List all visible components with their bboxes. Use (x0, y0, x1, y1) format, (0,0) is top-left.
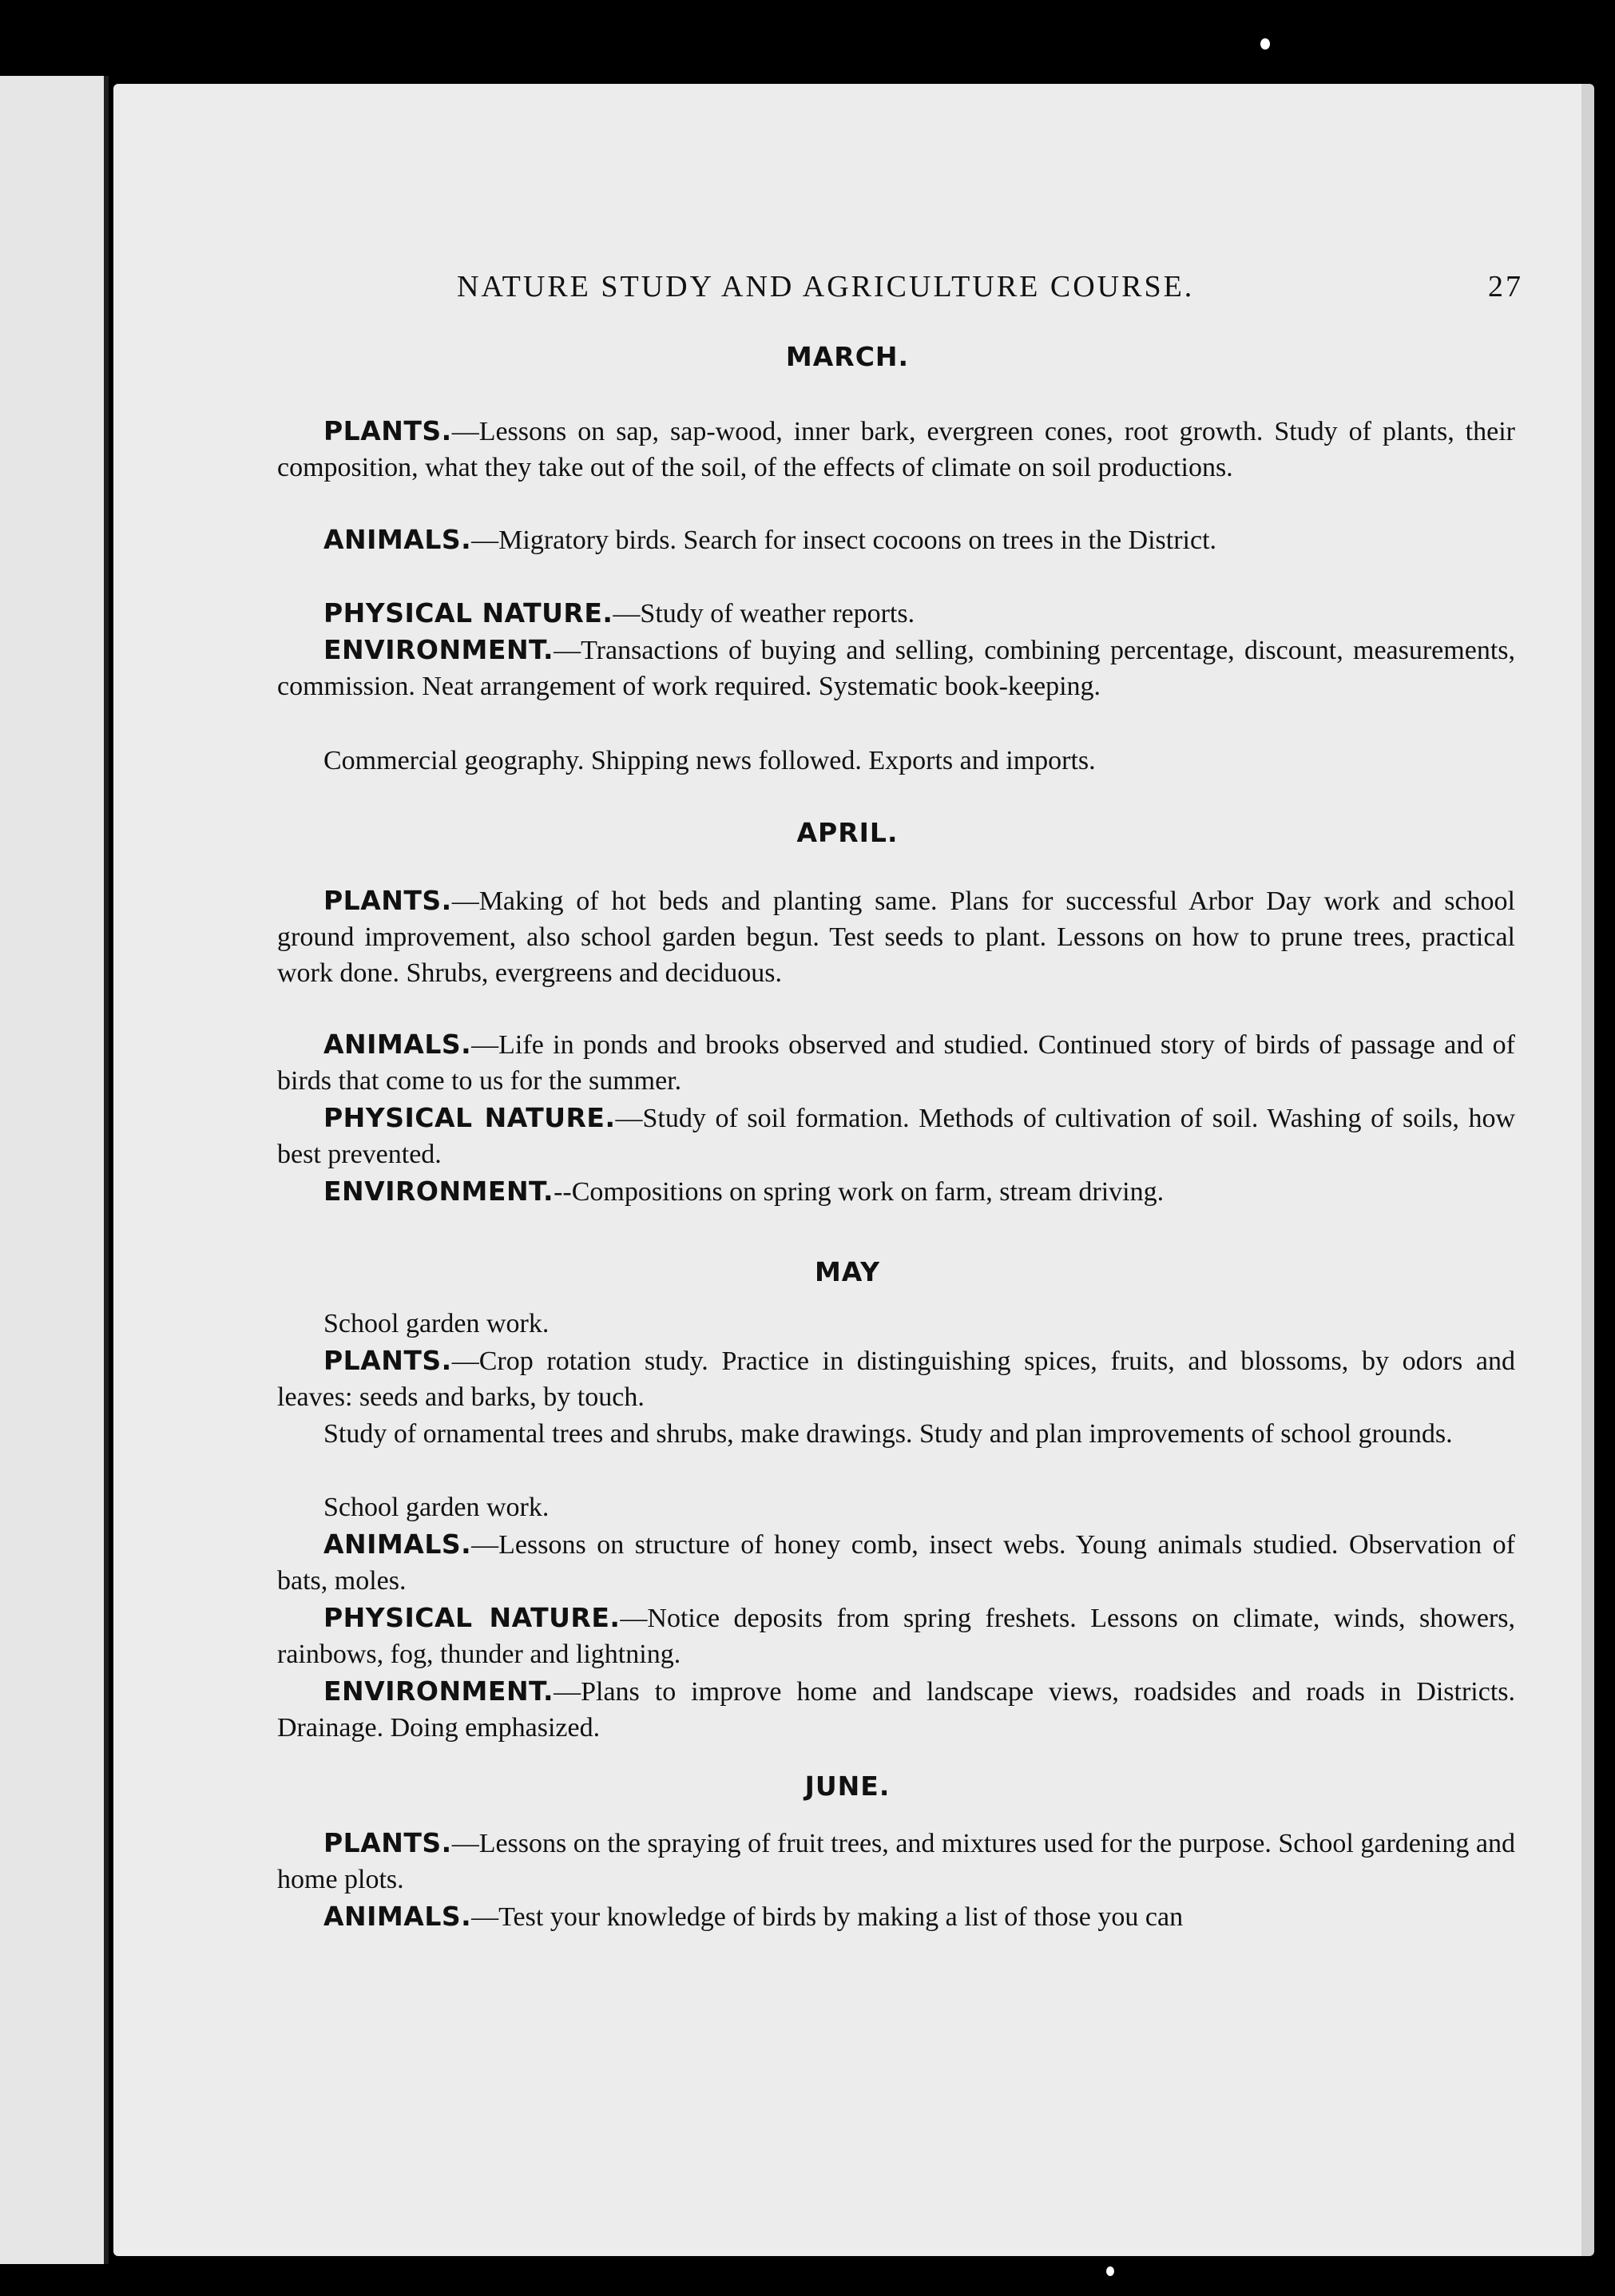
april-plants-text: —Making of hot beds and planting same. Plans for successful Arbor Day work and school ground improvement, also school garden begun. Test seeds to plant. Lessons on how to prune trees, practical work done. Shrubs, evergreens and deciduous. (277, 886, 1515, 988)
book-page (113, 84, 1594, 2256)
may-plants-text: —Crop rotation study. Practice in distinguishing spices, fruits, and blossoms, by odors and leaves: seeds and barks, by touch. (277, 1346, 1515, 1412)
march-physical-label: PHYSICAL NATURE. (323, 597, 613, 629)
may-plants-paragraph (277, 1342, 1515, 1415)
may-intro-paragraph: School garden work. (323, 1309, 550, 1338)
april-animals-paragraph (277, 1026, 1515, 1099)
page-number: 27 (1488, 270, 1523, 303)
may-animals-label: ANIMALS. (323, 1529, 472, 1560)
heading-may: MAY (814, 1256, 881, 1287)
may-plants-label: PLANTS. (323, 1345, 452, 1376)
april-physical-text: —Study of soil formation. Methods of cultivation of soil. Washing of soils, how best prevented. (277, 1104, 1515, 1169)
heading-april: APRIL. (796, 817, 899, 848)
may-environment-text: —Plans to improve home and landscape views, roadsides and roads in Districts. Drainage. Doing emphasized. (277, 1677, 1515, 1743)
april-physical-label: PHYSICAL NATURE. (323, 1102, 616, 1133)
may-environment-paragraph (277, 1673, 1515, 1746)
june-plants-text: —Lessons on the spraying of fruit trees, and mixtures used for the purpose. School gardening and home plots. (277, 1829, 1515, 1894)
may-animals-text: —Lessons on structure of honey comb, insect webs. Young animals studied. Observation of bats, moles. (277, 1530, 1515, 1596)
march-physical-text: —Study of weather reports. (613, 599, 915, 629)
april-environment-paragraph (277, 1173, 1515, 1210)
june-animals-label: ANIMALS. (323, 1901, 472, 1932)
march-animals-text: —Migratory birds. Search for insect cocoons on trees in the District. (471, 525, 1217, 555)
june-animals-paragraph (277, 1898, 1515, 1935)
april-animals-label: ANIMALS. (323, 1029, 472, 1060)
march-animals-label: ANIMALS. (323, 524, 472, 555)
june-plants-paragraph (277, 1825, 1515, 1897)
may-environment-label: ENVIRONMENT. (323, 1675, 554, 1707)
may-garden-paragraph: School garden work. (323, 1493, 550, 1522)
april-animals-text: —Life in ponds and brooks observed and studied. Continued story of birds of passage and of birds that come to us for the summer. (277, 1030, 1515, 1096)
june-plants-label: PLANTS. (323, 1827, 452, 1858)
march-physical-paragraph (277, 595, 1515, 632)
may-study-paragraph: Study of ornamental trees and shrubs, make drawings. Study and plan improvements of school grounds. (323, 1419, 1453, 1449)
heading-june: JUNE. (804, 1771, 891, 1802)
scan-speck (1106, 2266, 1114, 2276)
march-environment-paragraph (277, 632, 1515, 704)
march-plants-paragraph (277, 413, 1515, 486)
march-plants-text: —Lessons on sap, sap-wood, inner bark, evergreen cones, root growth. Study of plants, their composition, what they take out of the soil, of the effects of climate on soil productions. (277, 417, 1515, 482)
june-animals-text: —Test your knowledge of birds by making a list of those you can (471, 1902, 1184, 1932)
running-head (457, 269, 1523, 304)
scan-speck (1260, 38, 1270, 50)
march-commercial-paragraph: Commercial geography. Shipping news followed. Exports and imports. (323, 746, 1096, 775)
april-plants-label: PLANTS. (323, 885, 452, 916)
running-head-title: NATURE STUDY AND AGRICULTURE COURSE. (457, 270, 1195, 303)
may-physical-label: PHYSICAL NATURE. (323, 1602, 621, 1633)
april-environment-label: ENVIRONMENT. (323, 1176, 554, 1207)
march-environment-text: —Transactions of buying and selling, combining percentage, discount, measurements, commission. Neat arrangement of work required. Systematic book-keeping. (277, 636, 1515, 701)
facing-page-edge (0, 76, 109, 2264)
march-animals-paragraph (277, 521, 1515, 558)
may-physical-paragraph (277, 1600, 1515, 1672)
april-physical-paragraph (277, 1100, 1515, 1172)
may-animals-paragraph (277, 1526, 1515, 1599)
march-plants-label: PLANTS. (323, 415, 452, 446)
april-environment-text: --Compositions on spring work on farm, stream driving. (554, 1177, 1165, 1207)
heading-march: MARCH. (785, 341, 910, 372)
may-physical-text: —Notice deposits from spring freshets. Lessons on climate, winds, showers, rainbows, fog, thunder and lightning. (277, 1604, 1515, 1669)
march-environment-label: ENVIRONMENT. (323, 634, 554, 665)
april-plants-paragraph (277, 882, 1515, 991)
